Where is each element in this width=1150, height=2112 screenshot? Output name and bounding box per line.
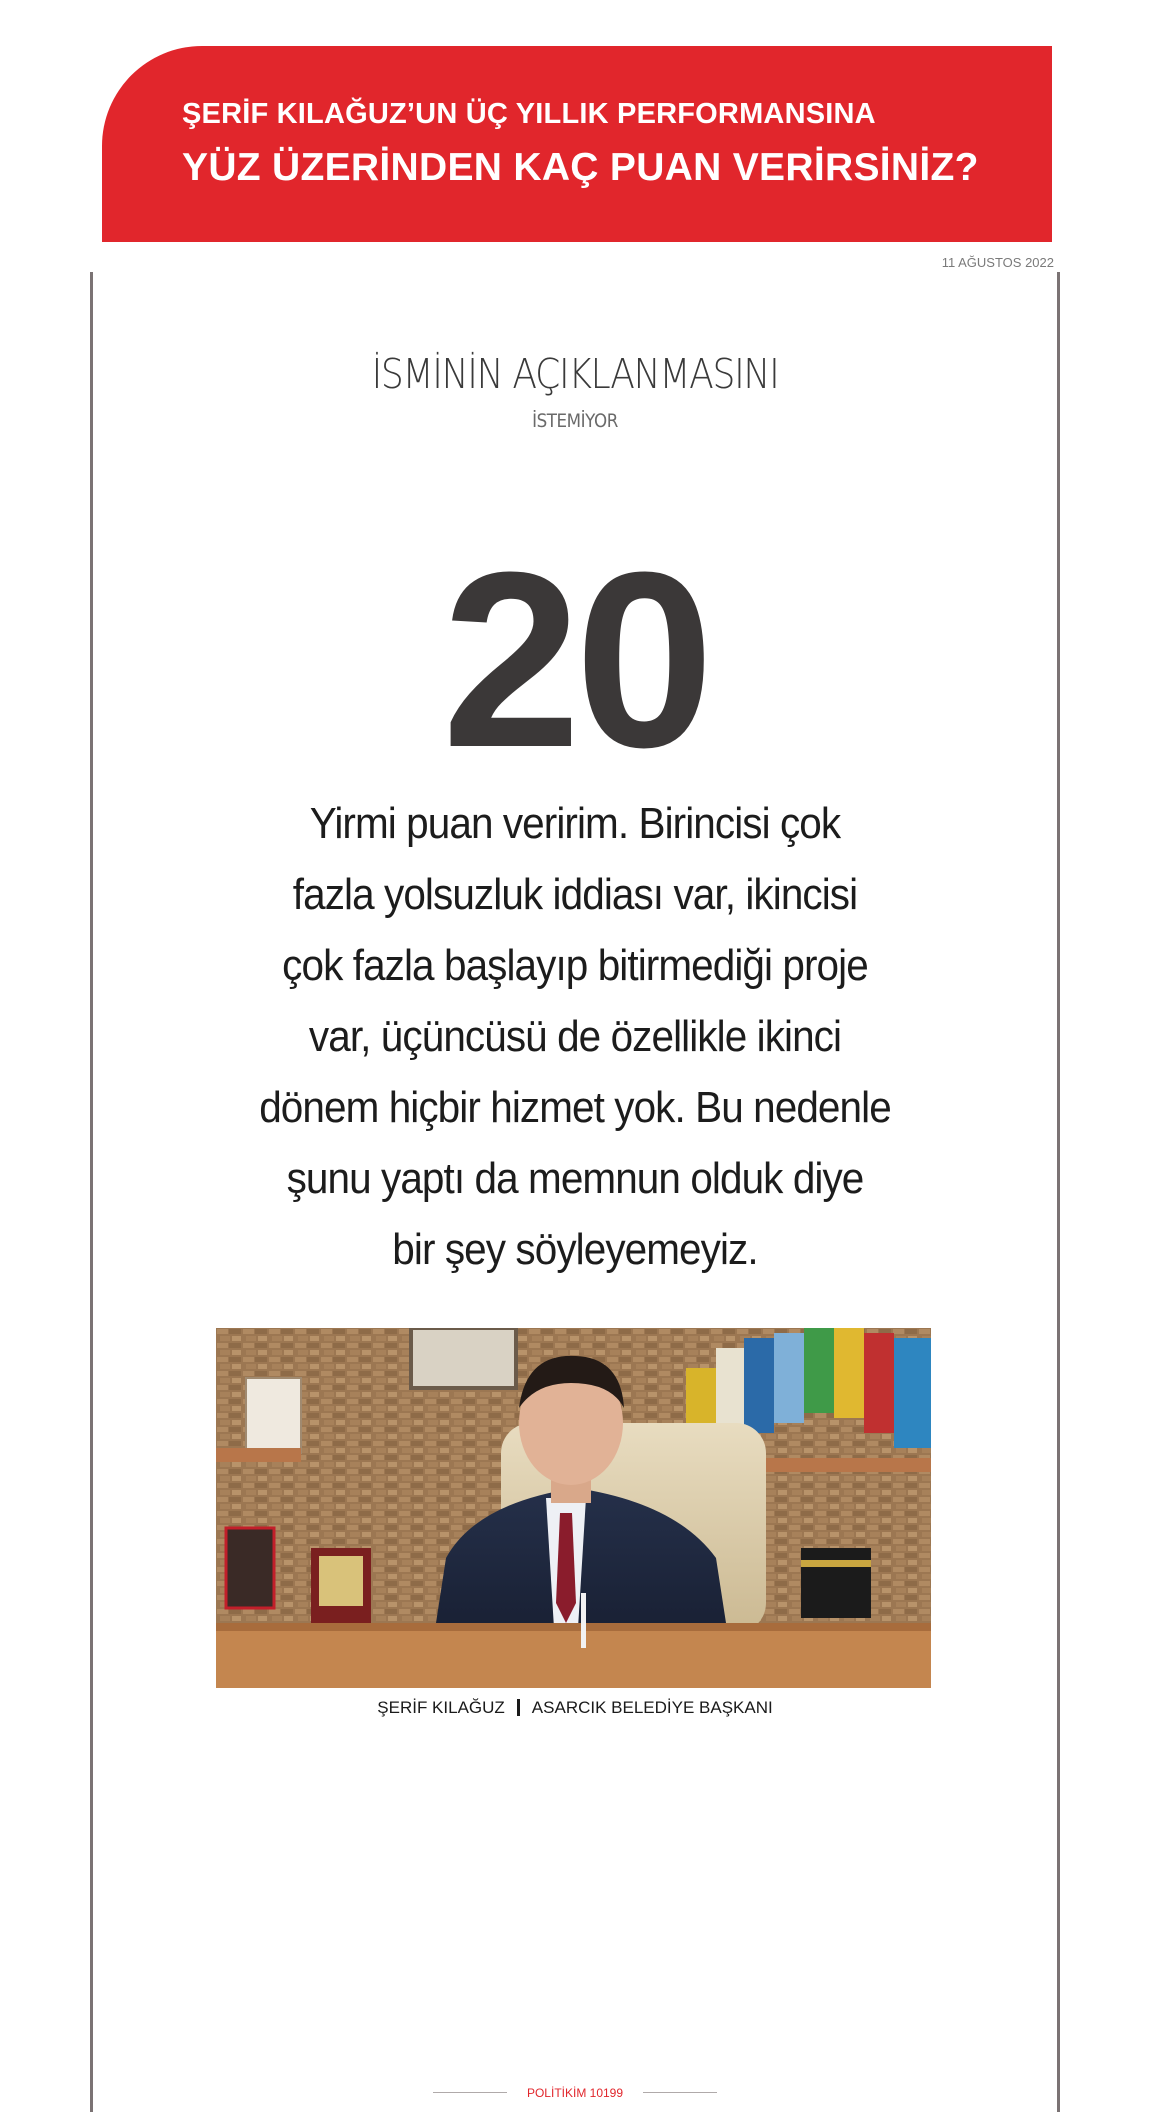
footer-rule-right — [643, 2092, 717, 2093]
page-footer — [0, 2084, 1150, 2102]
headline-line-1: ŞERİF KILAĞUZ’UN ÜÇ YILLIK PERFORMANSINA — [182, 98, 876, 130]
footer-rule-left — [433, 2092, 507, 2093]
respondent-name: İSMİNİN AÇIKLANMASINI — [371, 350, 779, 398]
caption-name: ŞERİF KILAĞUZ — [377, 1698, 505, 1717]
quote-line: Yirmi puan veririm. Birincisi çok — [309, 799, 841, 848]
quote-line: dönem hiçbir hizmet yok. Bu nedenle — [259, 1083, 891, 1132]
quote-line: fazla yolsuzluk iddiası var, ikincisi — [292, 870, 858, 919]
publish-date: 11 AĞUSTOS 2022 — [941, 255, 1054, 270]
mayor-photo — [216, 1328, 931, 1688]
score-value: 20 — [441, 520, 709, 799]
mayor-photo-illustration — [216, 1328, 931, 1688]
quote-line: çok fazla başlayıp bitirmediği proje — [282, 941, 868, 990]
quote-line: bir şey söyleyemeyiz. — [392, 1225, 758, 1274]
photo-caption — [0, 1698, 1150, 1718]
caption-separator — [517, 1699, 520, 1716]
headline-line-2: YÜZ ÜZERİNDEN KAÇ PUAN VERİRSİNİZ? — [182, 146, 979, 189]
footer-label: POLİTİKİM 10199 — [526, 2085, 624, 2100]
respondent-subtitle: İSTEMİYOR — [532, 410, 618, 432]
quote-line: var, üçüncüsü de özellikle ikinci — [308, 1012, 842, 1061]
quote-text — [225, 788, 924, 1285]
header-banner — [102, 46, 1052, 242]
caption-role: ASARCIK BELEDİYE BAŞKANI — [531, 1698, 773, 1717]
quote-line: şunu yaptı da memnun olduk diye — [286, 1154, 864, 1203]
